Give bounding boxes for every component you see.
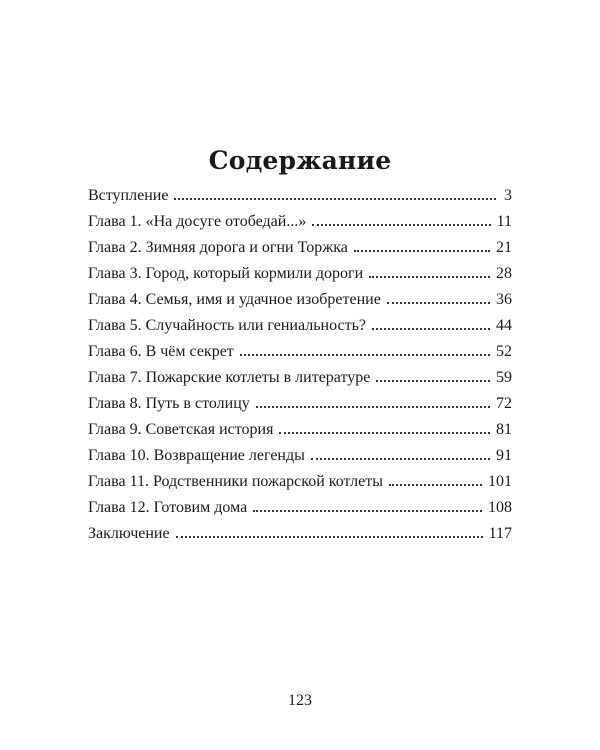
toc-entry-label: Вступление [88,187,169,204]
toc-entry-page: 81 [496,421,512,438]
toc-entry-page: 52 [496,343,512,360]
toc-entry [88,261,512,287]
toc-entry [88,391,512,417]
toc-entry-page: 59 [496,369,512,386]
toc-entry-label: Глава 10. Возвращение легенды [88,447,305,464]
toc-entry-page: 117 [488,525,512,542]
toc-entry [88,235,512,261]
dot-leader [312,224,490,226]
dot-leader [389,484,482,486]
toc-entry-page: 72 [496,395,512,412]
toc-entry [88,469,512,495]
dot-leader [256,406,490,408]
toc-entry-label: Глава 12. Готовим дома [88,499,248,516]
toc-entry-page: 28 [496,265,512,282]
toc-entry [88,417,512,443]
dot-leader [311,458,490,460]
toc-title: Содержание [208,146,392,175]
toc-entry-label: Глава 8. Путь в столицу [88,395,250,412]
toc-entry-label: Глава 6. В чём секрет [88,343,234,360]
toc-entry-label: Глава 9. Советская история [88,421,274,438]
page-number: 123 [288,692,312,709]
dot-leader [376,380,490,382]
toc-entry [88,209,512,235]
dot-leader [387,302,490,304]
toc-entry-page: 101 [488,473,512,490]
toc-entry-label: Глава 4. Семья, имя и удачное изобретение [88,291,381,308]
toc-entry-page: 21 [496,239,512,256]
dot-leader [279,432,490,434]
toc-entry [88,365,512,391]
toc-entry-page: 44 [496,317,512,334]
toc-entry-page: 3 [504,187,512,204]
dot-leader [240,354,490,356]
toc-entry-label: Глава 5. Случайность или гениальность? [88,317,366,334]
toc-entry [88,495,512,521]
dot-leader [253,510,482,512]
toc-entry [88,521,512,547]
dot-leader [176,536,483,538]
toc-list [88,183,512,547]
toc-entry [88,443,512,469]
toc-entry-label: Глава 1. «На досуге отобедай...» [88,213,307,230]
toc-entry-page: 108 [488,499,512,516]
toc-entry-label: Заключение [88,525,170,542]
toc-entry [88,339,512,365]
dot-leader [354,250,490,252]
toc-entry [88,183,512,209]
toc-entry [88,313,512,339]
toc-entry-page: 36 [496,291,512,308]
toc-entry-label: Глава 7. Пожарские котлеты в литературе [88,369,371,386]
toc-entry-label: Глава 3. Город, который кормили дороги [88,265,364,282]
dot-leader [174,198,496,200]
toc-entry-page: 11 [496,213,512,230]
dot-leader [372,328,490,330]
toc-entry-page: 91 [496,447,512,464]
dot-leader [369,276,490,278]
toc-entry-label: Глава 2. Зимняя дорога и огни Торжка [88,239,348,256]
toc-entry-label: Глава 11. Родственники пожарской котлеты [88,473,383,490]
toc-entry [88,287,512,313]
